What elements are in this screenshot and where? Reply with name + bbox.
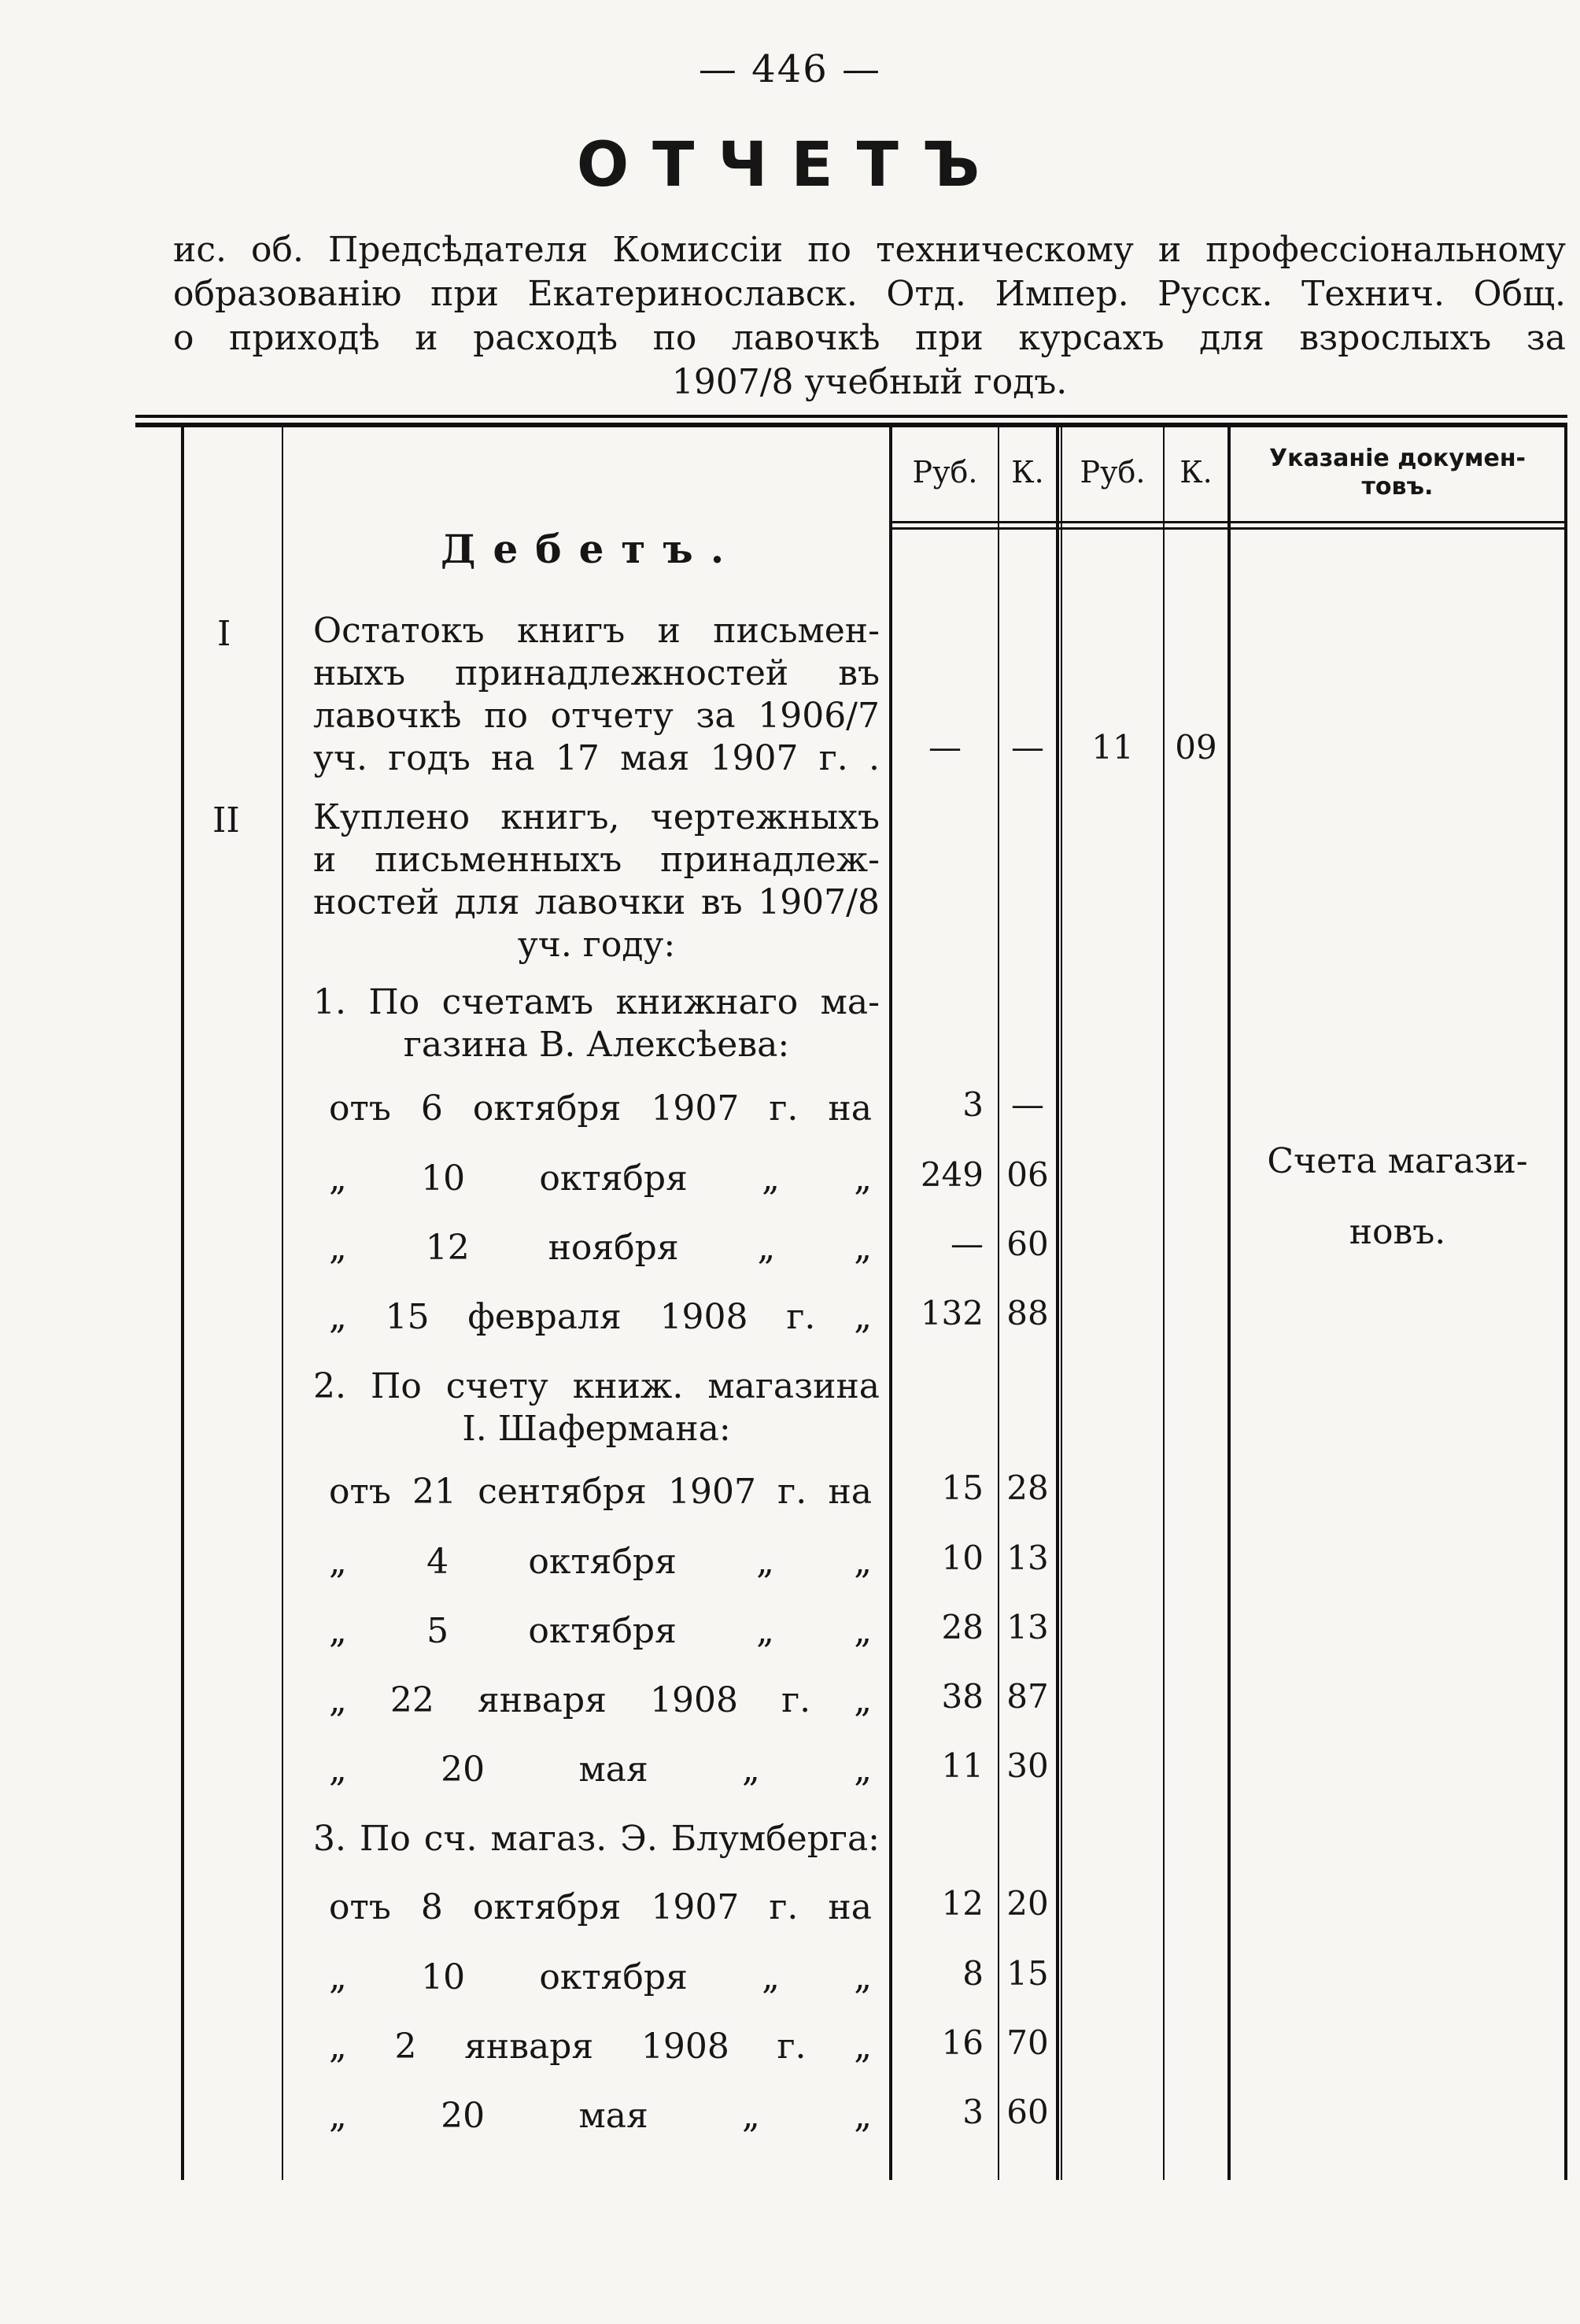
invoice-rub: 249 — [920, 1155, 984, 1194]
invoice-kop: 28 — [1006, 1469, 1049, 1507]
item-number: I — [217, 614, 231, 654]
report-subtitle — [173, 228, 1566, 405]
subtitle-line: 1907/8 учебный годъ. — [671, 362, 1068, 402]
invoice-kop: 87 — [1006, 1677, 1049, 1716]
invoice-rub: 15 — [941, 1469, 984, 1507]
invoice-date: „ 5 октября „ „ — [329, 1611, 872, 1651]
group3-heading — [313, 1818, 880, 1860]
invoice-kop: 20 — [1006, 1884, 1049, 1923]
column-divider — [282, 427, 283, 2180]
header-documents-line: товъ. — [1361, 473, 1434, 501]
documents-note-line: новъ. — [1349, 1212, 1446, 1252]
header-kop: К. — [1011, 455, 1044, 490]
header-kop: К. — [1179, 455, 1213, 490]
invoice-kop: — — [1011, 1085, 1044, 1124]
invoice-kop: 70 — [1006, 2023, 1049, 2062]
invoice-rub: 11 — [941, 1746, 984, 1785]
invoice-kop: 06 — [1006, 1155, 1049, 1194]
header-rub: Руб. — [1080, 455, 1146, 490]
invoice-date: „ 12 ноября „ „ — [329, 1228, 872, 1268]
invoice-date: отъ 21 сентября 1907 г. на — [329, 1472, 872, 1512]
item1-text-line: лавочкѣ по отчету за 1906/7 — [313, 696, 880, 736]
item1-text — [313, 610, 880, 780]
group1-heading — [313, 981, 880, 1066]
invoice-date: „ 2 января 1908 г. „ — [329, 2027, 872, 2067]
item1-kop2: 09 — [1175, 728, 1217, 767]
invoice-rub: 12 — [941, 1884, 984, 1923]
invoice-date: „ 10 октября „ „ — [329, 1957, 872, 1997]
subtitle-line: ис. об. Предсѣдателя Комиссіи по техническому и профессіональному — [173, 230, 1566, 270]
invoice-rub: 3 — [962, 1085, 984, 1124]
item2-text-line: и письменныхъ принадлеж- — [313, 840, 880, 880]
item1-text-line: уч. годъ на 17 мая 1907 г. . — [313, 738, 880, 778]
invoice-kop: 13 — [1006, 1539, 1049, 1577]
documents-note-line: Счета магази- — [1267, 1141, 1528, 1181]
invoice-rub: 16 — [941, 2023, 984, 2062]
column-divider — [1056, 427, 1059, 2180]
header-rub: Руб. — [912, 455, 978, 490]
group2-heading-line: 2. По счету книж. магазина — [313, 1366, 880, 1406]
header-documents-line: Указаніе докумен- — [1268, 445, 1526, 472]
documents-note — [1232, 1141, 1563, 1252]
invoice-date: „ 10 октября „ „ — [329, 1158, 872, 1199]
invoice-kop: 88 — [1006, 1294, 1049, 1332]
invoice-rub: — — [951, 1225, 984, 1263]
group3-heading-line: 3. По сч. магаз. Э. Блумберга: — [313, 1819, 880, 1859]
invoice-kop: 60 — [1006, 2093, 1049, 2131]
item2-text — [313, 796, 880, 966]
item1-text-line: ныхъ принадлежностей въ — [313, 653, 880, 693]
group1-heading-line: газина В. Алексѣева: — [403, 1025, 790, 1065]
invoice-date: отъ 8 октября 1907 г. на — [329, 1887, 872, 1927]
item1-rub1: — — [928, 728, 962, 767]
item1-rub2: 11 — [1091, 728, 1134, 767]
invoice-date: „ 15 февраля 1908 г. „ — [329, 1297, 872, 1337]
invoice-rub: 3 — [962, 2093, 984, 2131]
column-divider — [1564, 427, 1567, 2180]
group2-heading — [313, 1365, 880, 1450]
invoice-rub: 8 — [962, 1954, 984, 1993]
invoice-date: отъ 6 октября 1907 г. на — [329, 1088, 872, 1129]
invoice-kop: 15 — [1006, 1954, 1049, 1993]
column-divider — [1227, 427, 1231, 2180]
invoice-date: „ 4 октября „ „ — [329, 1542, 872, 1582]
invoice-rub: 38 — [941, 1677, 984, 1716]
item2-text-line: уч. году: — [517, 925, 676, 965]
group2-heading-line: І. Шафермана: — [462, 1409, 731, 1449]
subtitle-line: образованію при Екатеринославск. Отд. Импер. Русск. Технич. Общ. — [173, 274, 1566, 314]
invoice-kop: 30 — [1006, 1746, 1049, 1785]
subtitle-line: о приходѣ и расходѣ по лавочкѣ при курсахъ для взрослыхъ за — [173, 318, 1566, 358]
item2-text-line: Куплено книгъ, чертежныхъ — [313, 797, 880, 837]
item1-text-line: Остатокъ книгъ и письмен- — [313, 611, 880, 651]
invoice-kop: 13 — [1006, 1608, 1049, 1646]
page-number: — 446 — — [698, 47, 882, 91]
item1-kop1: — — [1011, 728, 1044, 767]
item-number: II — [212, 800, 240, 841]
invoice-rub: 132 — [920, 1294, 984, 1332]
column-divider — [1061, 427, 1062, 2180]
report-title: ОТЧЕТЪ — [576, 130, 1004, 201]
column-divider — [1163, 427, 1165, 2180]
table-top-rule-double — [135, 423, 1567, 427]
invoice-rub: 10 — [941, 1539, 984, 1577]
invoice-date: „ 20 мая „ „ — [329, 2096, 872, 2136]
invoice-date: „ 22 января 1908 г. „ — [329, 1680, 872, 1720]
item2-text-line: ностей для лавочки въ 1907/8 — [313, 882, 880, 922]
column-divider — [181, 427, 184, 2180]
invoice-date: „ 20 мая „ „ — [329, 1749, 872, 1790]
table-top-rule — [135, 415, 1567, 418]
group1-heading-line: 1. По счетамъ книжнаго ма- — [313, 982, 880, 1022]
header-documents — [1232, 445, 1563, 501]
section-heading-debet: Дебетъ. — [441, 526, 742, 572]
invoice-kop: 60 — [1006, 1225, 1049, 1263]
invoice-rub: 28 — [941, 1608, 984, 1646]
